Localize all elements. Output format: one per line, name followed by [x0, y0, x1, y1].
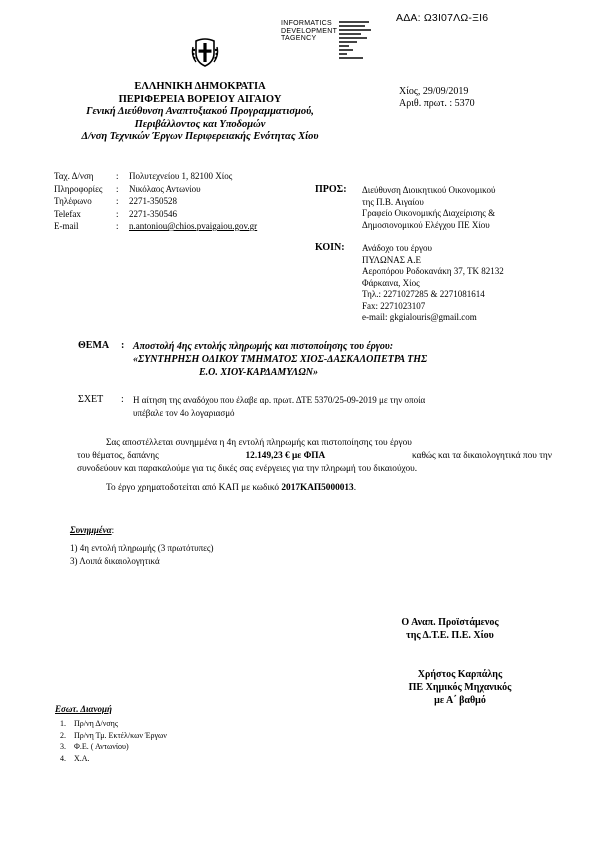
- contact-row: Πληροφορίες : Νικόλαος Αντωνίου: [54, 183, 201, 194]
- idt-label-line-3: TAGENCY: [281, 35, 317, 42]
- recipient-line: Διεύθυνση Διοικητικού Οικονομικού: [362, 185, 496, 195]
- subject-line-1: Αποστολή 4ης εντολής πληρωμής και πιστοποίησης του έργου:: [133, 341, 394, 352]
- cc-block: [362, 243, 504, 324]
- cc-line: Τηλ.: 2271027285 & 2271081614: [362, 289, 485, 299]
- signatory-title: ΠΕ Χημικός Μηχανικός: [408, 682, 512, 693]
- subject-sep: :: [121, 340, 125, 351]
- greek-coat-of-arms-icon: [191, 37, 219, 67]
- recipient-line: της Π.Β. Αιγαίου: [362, 196, 424, 207]
- contact-value: 2271-350546: [129, 208, 177, 219]
- contact-value: 2271-350528: [129, 196, 177, 206]
- header-line-2: ΠΕΡΙΦΕΡΕΙΑ ΒΟΡΕΙΟΥ ΑΙΓΑΙΟΥ: [118, 93, 282, 105]
- subject-label: ΘΕΜΑ: [78, 340, 110, 351]
- protocol-number: Αριθ. πρωτ. : 5370: [399, 98, 475, 109]
- body-text: του θέματος, δαπάνης: [77, 451, 159, 461]
- attachment-item: 3) Λοιπά δικαιολογητικά: [70, 556, 160, 566]
- attachments-title: Συνημμένα:: [70, 525, 115, 535]
- contact-value: Νικόλαος Αντωνίου: [129, 183, 201, 194]
- signatory-grade: με Α΄ βαθμό: [434, 695, 486, 706]
- idt-label-line-1: INFORMATICS: [281, 20, 333, 27]
- header-line-1: ΕΛΛΗΝΙΚΗ ΔΗΜΟΚΡΑΤΙΑ: [134, 81, 266, 92]
- reference-label: ΣΧΕΤ: [78, 394, 104, 405]
- internal-distribution-list: [60, 718, 167, 764]
- contact-row: E-mail : n.antoniou@chios.pvaigaiou.gov.gr: [54, 221, 258, 231]
- contact-label: Telefax: [54, 208, 81, 219]
- header-line-5: Δ/νση Τεχνικών Έργων Περιφερειακής Ενότητας Χίου: [81, 131, 319, 142]
- internal-distribution-title: Εσωτ. Διανομή: [55, 704, 112, 714]
- place-date: Χίος, 29/09/2019: [399, 86, 469, 97]
- body-text: Το έργο χρηματοδοτείται από ΚΑΠ με κωδικό: [106, 483, 280, 493]
- header: [30, 81, 370, 144]
- cc-line: Fax: 2271023107: [362, 300, 426, 311]
- contact-row: Telefax : 2271-350546: [54, 208, 177, 219]
- subject-line-2: «ΣΥΝΤΗΡΗΣΗ ΟΔΙΚΟΥ ΤΜΗΜΑΤΟΣ ΧΙΟΣ-ΔΑΣΚΑΛΟΠΕΤΡΑ ΤΗΣ: [133, 354, 428, 365]
- contact-row: Τηλέφωνο : 2271-350528: [54, 196, 177, 206]
- signatory-name: Χρήστος Καρπάλης: [417, 669, 503, 680]
- cc-line: Αεροπόρου Ροδοκανάκη 37, ΤΚ 82132: [362, 266, 504, 276]
- signatory-role: [380, 616, 520, 642]
- attachments-list: [70, 542, 214, 568]
- distribution-item: 1. Πρ/νη Δ/νσης: [60, 719, 118, 728]
- header-line-3: Γενική Διεύθυνση Αναπτυξιακού Προγραμματισμού,: [86, 106, 314, 117]
- signatory-role-line-1: Ο Αναπ. Προϊστάμενος: [401, 617, 499, 628]
- distribution-item: 4. Χ.Α.: [60, 753, 90, 763]
- date-protocol: [399, 86, 475, 110]
- contact-label: Ταχ. Δ/νση: [54, 171, 94, 181]
- kap-code: 2017ΚΑΠ5000013: [281, 483, 354, 493]
- cc-line: Φάρκαινα, Χίος: [362, 277, 420, 288]
- recipient-line: Δημοσιονομικού Ελέγχου ΠΕ Χίου: [362, 219, 490, 230]
- idt-label: [281, 20, 337, 43]
- contact-label: Τηλέφωνο: [54, 196, 92, 206]
- body-line-3: συνοδεύουν και παρακαλούμε για τις δικές σας ενέργειες για την πληρωμή του δικαιούχου.: [77, 464, 418, 474]
- reference-text: [133, 394, 425, 420]
- body-line-1: Σας αποστέλλεται συνημμένα η 4η εντολή πληρωμής και πιστοποίησης του έργου: [106, 438, 412, 448]
- distribution-item: 2. Πρ/νη Τμ. Εκτέλ/κων Έργων: [60, 730, 167, 740]
- signatory-role-line-2: της Δ.Τ.Ε. Π.Ε. Χίου: [406, 630, 494, 641]
- signatory: [390, 668, 530, 707]
- idt-label-line-2: DEVELOPMENT: [281, 27, 338, 35]
- recipient-label: ΠΡΟΣ:: [315, 184, 347, 195]
- recipient-block: [362, 185, 495, 231]
- reference-line-2: υπέβαλε τον 4ο λογαριασμό: [133, 408, 235, 418]
- subject-text: [133, 340, 427, 379]
- contact-value: Πολυτεχνείου 1, 82100 Χίος: [129, 171, 233, 181]
- header-line-4: Περιβάλλοντος και Υποδομών: [134, 118, 266, 130]
- reference-line-1: Η αίτηση της αναδόχου που έλαβε αρ. πρωτ. ΔΤΕ 5370/25-09-2019 με την οποία: [133, 395, 426, 405]
- contact-label: E-mail: [54, 221, 79, 231]
- ada-code: ΑΔΑ: Ω3Ι07ΛΩ-ΞΙ6: [396, 12, 489, 24]
- attachment-item: 1) 4η εντολή πληρωμής (3 πρωτότυπες): [70, 543, 214, 553]
- distribution-item: 3. Φ.Ε. ( Αντωνίου): [60, 742, 129, 751]
- body-text: καθώς και τα δικαιολογητικά που την: [411, 451, 552, 461]
- recipient-line: Γραφείο Οικονομικής Διαχείρισης &: [362, 208, 496, 218]
- amount: 12.149,23 € με ΦΠΑ: [245, 451, 326, 461]
- body-line-4: Το έργο χρηματοδοτείται από ΚΑΠ με κωδικό 2017ΚΑΠ5000013.: [106, 483, 357, 493]
- contact-row: Ταχ. Δ/νση : Πολυτεχνείου 1, 82100 Χίος: [54, 171, 233, 181]
- reference-sep: :: [121, 394, 124, 405]
- cc-line: e-mail: gkgialouris@gmail.com: [362, 312, 477, 322]
- cc-label: ΚΟΙΝ:: [315, 242, 345, 253]
- subject-line-3: Ε.Ο. ΧΙΟΥ-ΚΑΡΔΑΜΥΛΩΝ»: [199, 367, 319, 378]
- cc-line: ΠΥΛΩΝΑΣ Α.Ε: [362, 254, 421, 265]
- body-line-2: [77, 450, 552, 463]
- digital-signature-stamp-icon: [339, 20, 373, 62]
- contact-label: Πληροφορίες: [54, 183, 103, 194]
- cc-line: Ανάδοχο του έργου: [362, 243, 432, 253]
- email-link[interactable]: n.antoniou@chios.pvaigaiou.gov.gr: [129, 221, 258, 231]
